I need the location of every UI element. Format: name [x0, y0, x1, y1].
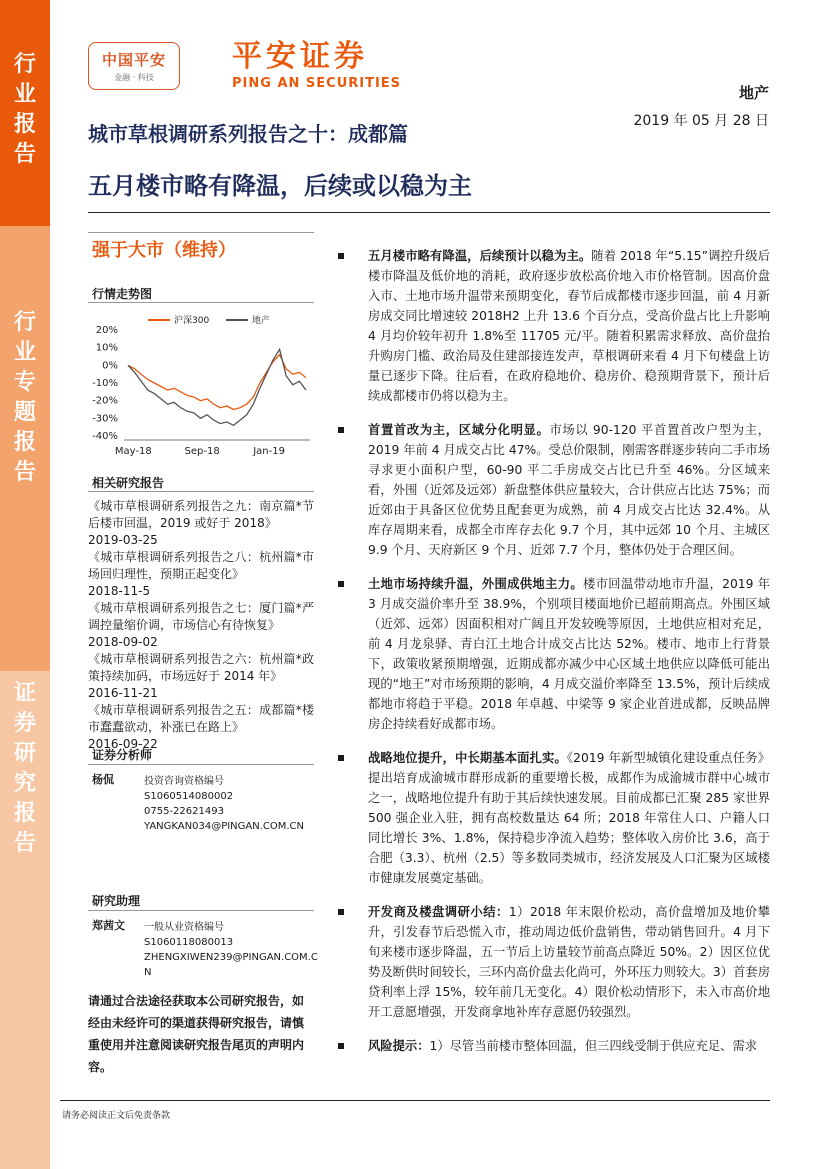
y-tick-label: 20% — [95, 325, 118, 336]
rating-label: 强于大市（维持） — [92, 240, 236, 261]
summary-column — [336, 246, 770, 1070]
related-report-date: 2016-09-22 — [88, 737, 158, 751]
access-notice: 请通过合法途径获取本公司研究报告，如经由未经许可的渠道获得研究报告，请慎重使用并注意阅读研究报告尾页的声明内容。 — [88, 994, 305, 1074]
related-report-title: 《城市草根调研系列报告之八：杭州篇*市场回归理性，预期正起变化》 — [88, 550, 314, 581]
x-tick-label: Sep-18 — [184, 446, 220, 457]
paragraph-lead: 土地市场持续升温，外围成供地主力。 — [368, 577, 584, 591]
strip-char: 证 — [13, 681, 36, 706]
industry-label: 地产 — [738, 84, 769, 102]
analyst-detail-line: 0755-22621493 — [144, 806, 224, 817]
related-report-date: 2019-03-25 — [88, 533, 158, 547]
square-bullet-icon — [338, 253, 344, 259]
paragraph-body: 《2019 年新型城镇化建设重点任务》提出培育成渝城市群形成新的重要增长极，成都作为成渝城市群中心城市之一，战略地位提升有助于其后续快速发展。目前成都已汇聚 285 家世界 500 强企业入驻，拥有高校数量达 64 所；2018 年常住人口、户籍人口同比增长 3%、1.8%，保持稳步净流入趋势；整体收入房价比 3.6，高于合肥（3.3）、杭州（2.5）等多数同类城市，经济发展及人口汇聚为区域楼市健康发展奠定基础。 — [368, 751, 770, 885]
analyst-details — [144, 774, 304, 834]
y-tick-label: -20% — [92, 395, 118, 407]
paragraph-body: 市场以 90-120 平首置首改户型为主，2019 年前 4 月成交占比 47%。受总价限制，刚需客群逐步转向二手市场寻求更小面积户型，60-90 平二手房成交占比已升至 46%。分区域来看，外围（近郊及远郊）新盘整体供应量较大，合计供应占比达 75%；而近郊由于具备区位优势且配套更为成熟，前 4 月成交占比达 32.4%。从库存周期来看，成都全市库存去化 9.7 个月，其中远郊 10 个月、主城区 9.9 个月、天府新区 9 个月、近郊 7.7 个月，整体仍处于合理区间。 — [368, 423, 770, 557]
footer-divider — [60, 1100, 770, 1101]
x-tick-label: May-18 — [114, 446, 152, 457]
paragraph-lead: 首置首改为主，区域分化明显。 — [368, 423, 550, 437]
related-report-title: 《城市草根调研系列报告之六：杭州篇*政策持续加码，市场远好于 2014 年》 — [88, 652, 314, 683]
strip-char: 行 — [13, 52, 36, 77]
strip-char: 题 — [13, 400, 36, 425]
square-bullet-icon — [338, 755, 344, 761]
header-divider — [88, 212, 770, 213]
pingan-securities-logo — [232, 40, 401, 91]
legend-label: 沪深300 — [174, 316, 210, 326]
square-bullet-icon — [338, 909, 344, 915]
assistant-detail-line: N — [144, 967, 152, 978]
analyst-name: 杨侃 — [92, 773, 114, 786]
strip-char: 券 — [13, 711, 36, 736]
strip-segment-industry-report — [0, 0, 50, 226]
logo-en-text: PING AN SECURITIES — [232, 76, 402, 91]
strip-char: 告 — [13, 831, 36, 856]
summary-paragraph — [336, 246, 770, 406]
strip-char: 专 — [13, 370, 36, 395]
strip-char: 报 — [13, 112, 36, 137]
side-strip — [0, 0, 50, 1169]
summary-paragraph — [336, 748, 770, 888]
series-line-0 — [128, 355, 306, 410]
strip-char: 告 — [13, 142, 36, 167]
related-line — [88, 491, 314, 492]
market-trend-chart — [88, 310, 314, 460]
strip-char: 告 — [13, 460, 36, 485]
strip-char: 报 — [13, 430, 36, 455]
related-report-title: 《城市草根调研系列报告之九：南京篇*节后楼市回温，2019 或好于 2018》 — [88, 499, 314, 530]
legend-label: 地产 — [252, 316, 271, 326]
analyst-detail-line: S1060514080002 — [144, 791, 234, 802]
strip-char: 行 — [13, 310, 36, 335]
paragraph-body: 1）尽管当前楼市整体回温，但三四线受制于供应充足、需求 — [429, 1039, 758, 1053]
paragraph-body: 1）2018 年末限价松动，高价盘增加及地价攀升，引发春节后恐慌入市，推动周边低价盘销售，带动销售回升。4 月下旬来楼市逐步降温，五一节后上访量较节前高点降近 50%。2）因区位优势及断供时间较长，三环内高价盘去化尚可，外环压力则较大。3）首套房贷利率上浮 15%，较年前几无变化。4）限价松动情形下，未入市高价地开工意愿增强，开发商拿地补库存意愿仍较强烈。 — [368, 905, 770, 1019]
paragraph-lead: 五月楼市略有降温，后续预计以稳为主。 — [368, 249, 592, 263]
related-report-date: 2018-11-5 — [88, 584, 151, 598]
strip-char: 业 — [13, 340, 36, 365]
footer-disclaimer: 请务必阅读正文后免责条款 — [62, 1111, 171, 1121]
y-tick-label: 0% — [102, 360, 118, 372]
assistant-label: 研究助理 — [92, 894, 141, 908]
report-date: 2019 年 05 月 28 日 — [633, 113, 769, 129]
paragraph-lead: 风险提示： — [368, 1039, 430, 1053]
related-report-title: 《城市草根调研系列报告之五：成都篇*楼市蠢蠢欲动，补涨已在路上》 — [88, 703, 314, 734]
strip-char: 业 — [13, 82, 36, 107]
related-report-date: 2018-09-02 — [88, 635, 158, 649]
analyst-line — [88, 764, 314, 765]
analyst-detail-line: YANGKAN034@PINGAN.COM.CN — [144, 821, 305, 832]
paragraph-body: 楼市回温带动地市升温，2019 年 3 月成交溢价率升至 38.9%，个别项目楼面地价已超前期高点。外围区域（近郊、远郊）因面积相对广阔且开发较晚等原因，土地供应相对充足，前 4 月龙泉驿、青白江土地合计成交占比达 52%。楼市、地市上行背景下，政策收紧预期增强，近期成都亦减少中心区域土地供应以降低可能出现的“地王”对市场预期的影响，4 月成交溢价率降至 13.5%，预计后续成都地市将趋于平稳。2018 年卓越、中梁等 9 家企业首进成都，反映品牌房企持续看好成都市场。 — [368, 577, 770, 731]
x-tick-label: Jan-19 — [253, 446, 285, 457]
strip-char: 究 — [13, 771, 36, 796]
related-report-date: 2016-11-21 — [88, 686, 158, 700]
square-bullet-icon — [338, 1043, 344, 1049]
strip-segment-special-report — [0, 226, 50, 671]
y-tick-label: -40% — [92, 431, 118, 442]
strip-char: 研 — [13, 741, 36, 766]
assistant-detail-line: S1060118080013 — [144, 937, 234, 948]
market-chart-line — [88, 302, 314, 303]
series-title: 城市草根调研系列报告之十：成都篇 — [88, 122, 408, 146]
strip-char: 报 — [13, 801, 36, 826]
related-label: 相关研究报告 — [92, 476, 165, 490]
analyst-label: 证券分析师 — [92, 748, 153, 762]
related-list — [88, 498, 314, 753]
analyst-detail-line: 投资咨询资格编号 — [144, 776, 224, 787]
y-tick-label: -10% — [92, 378, 118, 389]
y-tick-label: -30% — [92, 413, 118, 425]
series-line-1 — [128, 349, 306, 425]
square-bullet-icon — [338, 427, 344, 433]
summary-paragraph — [336, 574, 770, 734]
y-tick-label: 10% — [95, 342, 118, 354]
assistant-name: 郑茜文 — [92, 919, 125, 932]
logo-cn-text: 平安证券 — [232, 39, 368, 74]
strip-segment-research-report — [0, 671, 50, 1169]
assistant-detail-line: ZHENGXIWEN239@PINGAN.COM.C — [144, 952, 318, 963]
summary-paragraph — [336, 1036, 770, 1056]
square-bullet-icon — [338, 581, 344, 587]
paragraph-lead: 开发商及楼盘调研小结： — [368, 905, 509, 919]
logo-small-text: 中国平安 — [101, 51, 166, 69]
paragraph-body: 随着 2018 年“5.15”调控升级后楼市降温及低价地的消耗，政府逐步放松高价地入市价格管制。因高价盘入市、土地市场升温带来预期变化，春节后成都楼市逐步回温，前 4 月新房成交同比增速较 2018H2 上升 13.6 个百分点，受高价盘占比上升影响 4 月均价较年初升 1.8%至 11705 元/平。随着积累需求释放、高价盘抬升购房门槛、政治局及住建部接连发声，草根调研来看 4 月下旬楼盘上访量已逐步下降。往后看，在政府稳地价、稳房价、稳预期背景下，预计后续成都楼市仍将以稳为主。 — [368, 249, 770, 403]
summary-paragraph — [336, 902, 770, 1022]
paragraph-lead: 战略地位提升，中长期基本面扎实。 — [368, 751, 567, 765]
pingan-group-logo — [88, 42, 180, 90]
market-chart-label: 行情走势图 — [92, 287, 153, 301]
logo-small-subtext: 金融 · 科技 — [114, 73, 154, 82]
summary-paragraph — [336, 420, 770, 560]
assistant-line — [88, 910, 314, 911]
assistant-detail-line: 一般从业资格编号 — [144, 922, 224, 933]
main-title: 五月楼市略有降温，后续或以稳为主 — [88, 172, 472, 200]
related-report-title: 《城市草根调研系列报告之七：厦门篇*严调控量缩价调，市场信心有待恢复》 — [88, 601, 314, 632]
rating-top-line — [88, 232, 314, 233]
assistant-details — [144, 920, 318, 980]
